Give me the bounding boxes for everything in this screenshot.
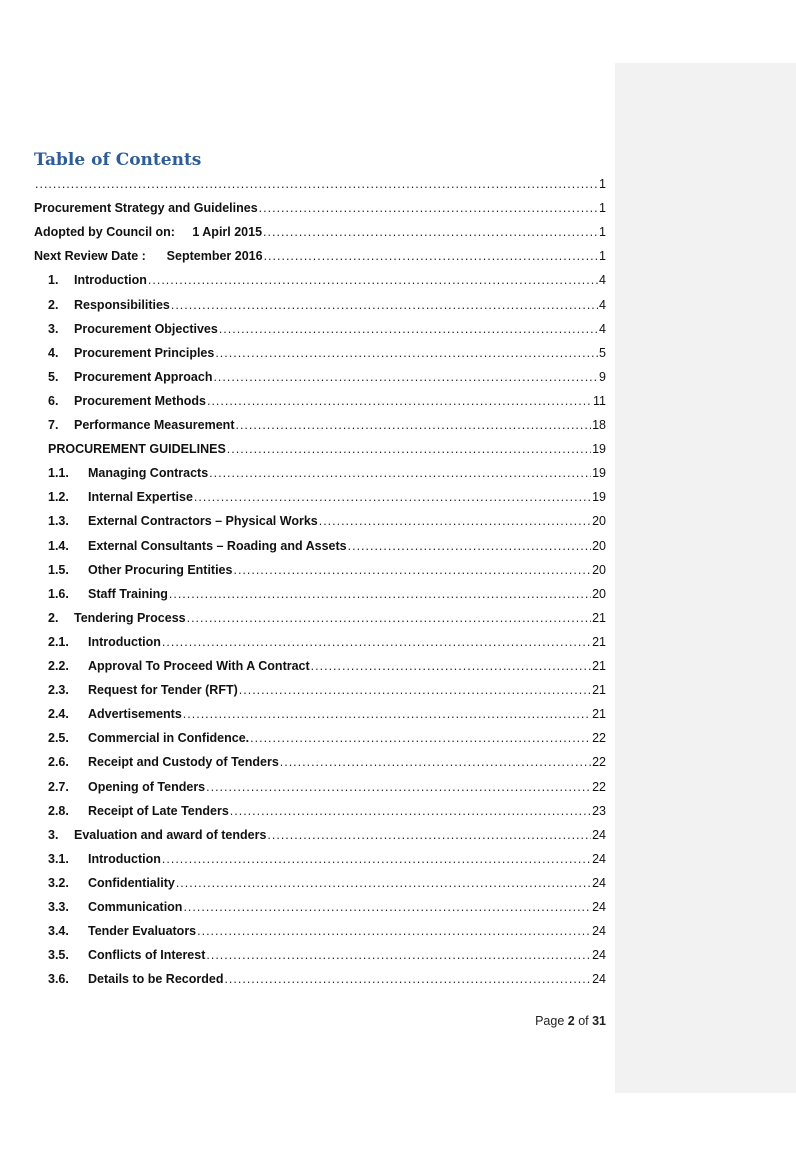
toc-dot-leader [219, 321, 598, 337]
toc-dot-leader [239, 682, 591, 698]
toc-entry[interactable] [34, 437, 606, 457]
toc-entry-title: Evaluation and award of tenders [74, 827, 267, 842]
toc-entry-page: 21 [592, 683, 606, 698]
toc-dot-leader [183, 706, 591, 722]
toc-entry-page: 21 [592, 610, 606, 625]
toc-entry-number: 1.1. [48, 466, 69, 481]
toc-entry-page: 18 [592, 418, 606, 432]
toc-dot-leader [207, 393, 592, 409]
toc-dot-leader [206, 947, 591, 963]
toc-entry-page: 24 [592, 948, 606, 963]
toc-entry-number: 3. [48, 321, 59, 336]
toc-dot-leader [187, 610, 591, 626]
toc-dot-leader [267, 827, 591, 843]
comment-pane [615, 63, 796, 1093]
toc-entry-number: 2.5. [48, 731, 69, 746]
toc-entry-title: Introduction [74, 273, 147, 288]
toc-dot-leader [233, 562, 591, 578]
toc-entry-page: 19 [592, 442, 606, 457]
toc-dot-leader [162, 851, 591, 867]
total-pages-number: 31 [592, 1014, 606, 1028]
toc-dot-leader [264, 248, 598, 264]
toc-dot-leader [213, 369, 598, 385]
toc-entry-title: Tendering Process [74, 610, 186, 625]
toc-dot-leader [230, 803, 591, 819]
toc-dot-leader [224, 971, 591, 987]
toc-entry[interactable] [34, 534, 606, 554]
toc-entry[interactable] [34, 172, 606, 192]
toc-dot-leader [171, 297, 598, 313]
toc-entry[interactable] [34, 967, 606, 987]
toc-dot-leader [215, 345, 598, 361]
toc-entry[interactable] [34, 799, 606, 819]
toc-dot-leader [348, 538, 591, 554]
toc-entry-title: Procurement Strategy and Guidelines [34, 201, 258, 216]
toc-entry-title: Details to be Recorded [88, 972, 224, 987]
page-footer [535, 1014, 606, 1028]
toc-entry[interactable] [34, 702, 606, 722]
of-label: of [574, 1014, 593, 1028]
toc-entry-title: Staff Training [88, 586, 168, 601]
toc-dot-leader [209, 465, 591, 481]
toc-entry-page: 11 [593, 393, 606, 408]
toc-entry-number: 2. [48, 610, 59, 625]
toc-dot-leader [311, 658, 591, 674]
toc-entry[interactable] [34, 317, 606, 337]
toc-dot-leader [162, 634, 591, 650]
toc-entry[interactable] [34, 341, 606, 361]
toc-entry[interactable] [34, 895, 606, 915]
toc-entry-number: 5. [48, 369, 59, 384]
toc-entry-title: Tender Evaluators [88, 924, 197, 939]
toc-entry-page: 24 [592, 900, 606, 914]
toc-entry[interactable] [34, 678, 606, 698]
toc-entry[interactable] [34, 293, 606, 313]
toc-entry-title: Procurement Principles [74, 345, 215, 360]
toc-entry-title: Internal Expertise [88, 490, 193, 505]
toc-entry-page: 24 [592, 827, 606, 842]
toc-entry[interactable] [34, 654, 606, 674]
toc-entry-page: 4 [599, 297, 606, 312]
toc-entry-title: Managing Contracts [88, 466, 209, 481]
toc-entry-page: 23 [592, 803, 606, 818]
toc-entry-number: 4. [48, 345, 59, 360]
toc-entry-number: 1. [48, 273, 59, 288]
toc-entry-page: 24 [592, 924, 606, 939]
toc-entry-title: External Consultants – Roading and Assets [88, 538, 347, 553]
toc-entry-title: Receipt and Custody of Tenders [88, 755, 279, 770]
toc-dot-leader [197, 923, 591, 939]
toc-entry-title: Communication [88, 900, 183, 914]
toc-entry-title: Procurement Objectives [74, 321, 218, 336]
toc-entry-number: 1.4. [48, 538, 69, 553]
toc-entry-page: 1 [599, 201, 606, 216]
toc-entry-number: 3.2. [48, 875, 69, 890]
toc-entry[interactable] [34, 485, 606, 505]
toc-entry-number: 1.5. [48, 562, 69, 577]
toc-title: Table of Contents [34, 150, 202, 170]
toc-entry-title: Opening of Tenders [88, 779, 206, 794]
toc-dot-leader [194, 489, 591, 505]
toc-entry-number: 1.2. [48, 490, 69, 505]
toc-dot-leader [280, 754, 591, 770]
toc-entry-number: 3.4. [48, 924, 69, 939]
toc-dot-leader [176, 875, 591, 891]
toc-dot-leader [250, 730, 591, 746]
toc-entry[interactable] [34, 365, 606, 385]
toc-entry[interactable] [34, 726, 606, 746]
toc-entry[interactable] [34, 509, 606, 529]
toc-entry[interactable] [34, 582, 606, 602]
toc-entry[interactable] [34, 943, 606, 963]
toc-entry-title: Procurement Approach [74, 369, 213, 384]
toc-entry-number: 2.1. [48, 634, 69, 649]
toc-entry-number: 2.6. [48, 755, 69, 770]
toc-entry-number: 6. [48, 393, 59, 408]
toc-entry-page: 21 [592, 707, 606, 722]
toc-entry-title: Adopted by Council on: 1 Apirl 2015 [34, 225, 263, 240]
toc-entry[interactable] [34, 268, 606, 288]
toc-entry-number: 3.1. [48, 851, 69, 866]
toc-dot-leader [319, 513, 591, 529]
page-label: Page [535, 1014, 568, 1028]
toc-dot-leader [169, 586, 591, 602]
toc-entry-number: 1.6. [48, 586, 69, 601]
toc-entry-title: Responsibilities [74, 297, 170, 312]
toc-entry-title: Confidentiality [88, 875, 175, 890]
toc-entry-page: 19 [592, 466, 606, 481]
toc-dot-leader [183, 899, 591, 915]
toc-entry-number: 3.6. [48, 972, 69, 987]
toc-entry[interactable] [34, 196, 606, 216]
toc-entry-page: 4 [599, 273, 606, 288]
toc-entry-page: 1 [599, 225, 606, 240]
toc-entry-title: PROCUREMENT GUIDELINES [48, 442, 226, 457]
toc-entry-page: 22 [592, 755, 606, 770]
toc-dot-leader [227, 441, 591, 457]
toc-entry-page: 19 [592, 490, 606, 505]
toc-entry[interactable] [34, 220, 606, 240]
toc-entry[interactable] [34, 558, 606, 578]
toc-dot-leader [263, 224, 598, 240]
toc-entry-page: 20 [592, 586, 606, 601]
toc-entry-title: Approval To Proceed With A Contract [88, 659, 310, 673]
toc-entry[interactable] [34, 244, 606, 264]
toc-entry-title: Receipt of Late Tenders [88, 803, 229, 818]
toc-entry-page: 24 [592, 851, 606, 866]
toc-entry[interactable] [34, 750, 606, 770]
toc-entry-page: 5 [599, 345, 606, 360]
toc-entry-number: 7. [48, 418, 59, 432]
toc-entry-title: External Contractors – Physical Works [88, 514, 318, 529]
toc-entry-page: 1 [599, 177, 606, 191]
toc-entry-title: Other Procuring Entities [88, 562, 233, 577]
toc-entry[interactable] [34, 919, 606, 939]
toc-entry-page: 1 [599, 249, 606, 264]
toc-entry-page: 20 [592, 562, 606, 577]
toc-entry-page: 9 [599, 369, 606, 384]
toc-entry-number: 2. [48, 297, 59, 312]
toc-entry[interactable] [34, 823, 606, 843]
toc-entry-title: Introduction [88, 851, 161, 866]
toc-entry-page: 24 [592, 972, 606, 987]
toc-entry-title: Request for Tender (RFT) [88, 683, 238, 698]
toc-dot-leader [235, 417, 591, 433]
toc-dot-leader [35, 176, 598, 192]
toc-dot-leader [206, 779, 591, 795]
toc-entry[interactable] [34, 461, 606, 481]
toc-entry-title: Next Review Date : September 2016 [34, 249, 263, 264]
toc-dot-leader [259, 200, 598, 216]
toc-entry-page: 4 [599, 321, 606, 336]
toc-dot-leader [148, 272, 598, 288]
toc-entry-number: 2.3. [48, 683, 69, 698]
toc-entry-page: 21 [592, 634, 606, 649]
toc-entry-number: 1.3. [48, 514, 69, 529]
toc-entry-page: 24 [592, 875, 606, 890]
toc-entry[interactable] [34, 413, 606, 433]
toc-entry-number: 3. [48, 827, 59, 842]
toc-entry-number: 3.3. [48, 900, 69, 914]
toc-entry-title: Conflicts of Interest [88, 948, 206, 963]
toc-entry-page: 21 [592, 659, 606, 673]
toc-entry-title: Introduction [88, 634, 161, 649]
toc-entry-page: 20 [592, 538, 606, 553]
current-page-number: 2 [567, 1014, 575, 1028]
toc-entry-title: Performance Measurement [74, 418, 235, 432]
toc-entry-number: 2.4. [48, 707, 69, 722]
toc-entry[interactable] [34, 630, 606, 650]
toc-entry-number: 3.5. [48, 948, 69, 963]
toc-entry-title: Procurement Methods [74, 393, 206, 408]
toc-entry-number: 2.8. [48, 803, 69, 818]
toc-entry[interactable] [34, 775, 606, 795]
toc-entry-number: 2.2. [48, 659, 69, 673]
toc-entry[interactable] [34, 606, 606, 626]
toc-entry[interactable] [34, 871, 606, 891]
toc-entry-title: Advertisements [88, 707, 182, 722]
toc-entry-page: 20 [592, 514, 606, 529]
toc-entry[interactable] [34, 389, 606, 409]
toc-entry-title: Commercial in Confidence. [88, 731, 250, 746]
toc-entry[interactable] [34, 847, 606, 867]
toc-entry-page: 22 [592, 731, 606, 746]
toc-entry-page: 22 [592, 779, 606, 794]
toc-entry-number: 2.7. [48, 779, 69, 794]
